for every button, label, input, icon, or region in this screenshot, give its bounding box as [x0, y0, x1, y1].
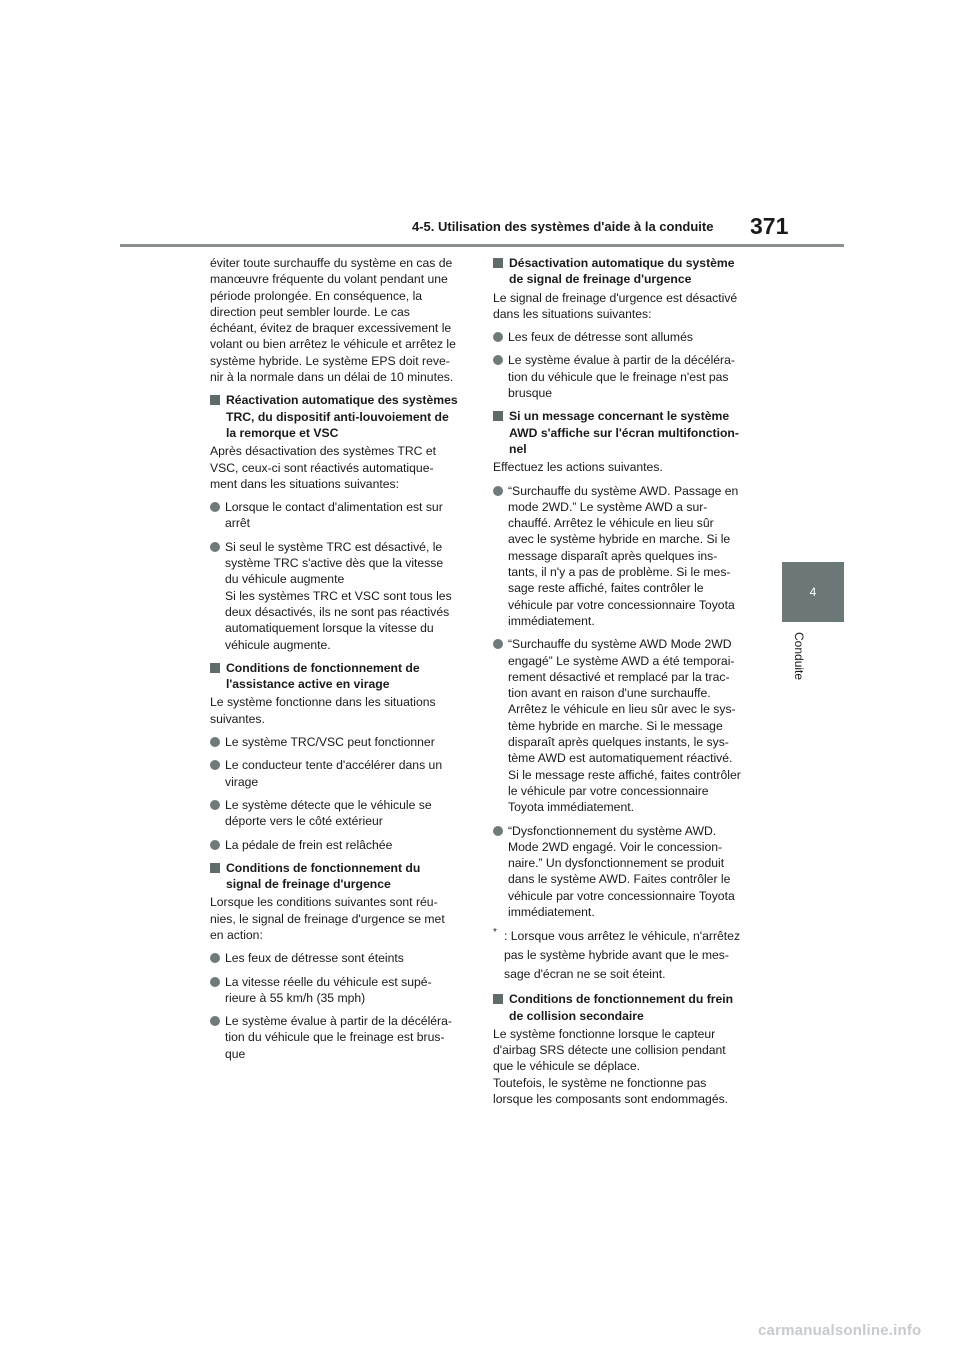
- square-bullet-icon: [493, 411, 503, 421]
- list-item: La vitesse réelle du véhicule est supé- rieure à 55 km/h (35 mph): [210, 974, 472, 1007]
- circle-bullet-icon: [493, 639, 503, 649]
- watermark: carmanualsonline.info: [758, 1322, 922, 1339]
- list-item: Le système TRC/VSC peut fonctionner: [210, 734, 472, 750]
- circle-bullet-icon: [210, 840, 220, 850]
- circle-bullet-icon: [210, 977, 220, 987]
- list-item: Le conducteur tente d'accélérer dans un virage: [210, 757, 472, 790]
- intro-paragraph: éviter toute surchauffe du système en cas de manœuvre fréquente du volant pendant une période prolongée. En conséquence, la direction peut sembler lourde. Le cas échéant, évitez de braquer excessivement le volant ou bien arrêtez le véhicule et arrêtez le système hybride. Le système EPS doit reve- nir à la normale dans un délai de 10 minutes.: [210, 256, 456, 385]
- right-column: [493, 255, 755, 1114]
- list-item: Le système évalue à partir de la décéléra- tion du véhicule que le freinage est brus- que: [210, 1013, 472, 1062]
- footnote: * : Lorsque vous arrêtez le véhicule, n'arrêtez pas le système hybride avant que le mes- sage d'écran ne se soit éteint.: [493, 927, 755, 984]
- list-item: La pédale de frein est relâchée: [210, 837, 472, 853]
- list-item: “Surchauffe du système AWD. Passage en mode 2WD.” Le système AWD a sur- chauffé. Arrêtez le véhicule en lieu sûr avec le système hybride en marche. Si le message disparaît après quelques ins- tants, il n'y a pas de problème. Si le mes- sage reste affiché, faites contrôler le véhicule par votre concessionnaire Toyota immédiatement.: [493, 483, 755, 630]
- section-heading: Réactivation automatique des systèmes TRC, du dispositif anti-louvoiement de la remorque et VSC: [210, 392, 472, 441]
- section-heading: Conditions de fonctionnement du signal de freinage d'urgence: [210, 860, 472, 893]
- section-text: Effectuez les actions suivantes.: [493, 460, 663, 475]
- list-item: Lorsque le contact d'alimentation est sur arrêt: [210, 499, 472, 532]
- circle-bullet-icon: [210, 502, 220, 512]
- section-heading: Conditions de fonctionnement de l'assistance active en virage: [210, 660, 472, 693]
- square-bullet-icon: [210, 663, 220, 673]
- square-bullet-icon: [210, 863, 220, 873]
- page-number: 371: [750, 213, 789, 239]
- section-heading: Désactivation automatique du système de signal de freinage d'urgence: [493, 255, 755, 288]
- header-rule: [120, 244, 844, 247]
- list-item: Les feux de détresse sont éteints: [210, 950, 472, 966]
- list-item: Si seul le système TRC est désactivé, le système TRC s'active dès que la vitesse du véhicule augmente Si les systèmes TRC et VSC sont tous les deux désactivés, ils ne sont pas réactivés automatiquement lorsque la vitesse du véhicule augmente.: [210, 539, 472, 653]
- circle-bullet-icon: [493, 355, 503, 365]
- section-text: Le signal de freinage d'urgence est désactivé dans les situations suivantes:: [493, 290, 738, 321]
- circle-bullet-icon: [210, 800, 220, 810]
- circle-bullet-icon: [493, 826, 503, 836]
- footnote-mark: *: [493, 927, 497, 939]
- chapter-label: Conduite: [792, 632, 806, 681]
- section-heading: Conditions de fonctionnement du frein de collision secondaire: [493, 991, 755, 1024]
- list-item: Le système évalue à partir de la décéléra- tion du véhicule que le freinage n'est pas brusque: [493, 352, 755, 401]
- square-bullet-icon: [493, 258, 503, 268]
- section-text: Le système fonctionne dans les situations suivantes.: [210, 695, 436, 726]
- section-text: Lorsque les conditions suivantes sont réu- nies, le signal de freinage d'urgence se met en action:: [210, 895, 445, 942]
- section-heading: Si un message concernant le système AWD s'affiche sur l'écran multifonction- nel: [493, 408, 755, 457]
- circle-bullet-icon: [210, 737, 220, 747]
- list-item: Les feux de détresse sont allumés: [493, 329, 755, 345]
- square-bullet-icon: [210, 395, 220, 405]
- chapter-tab[interactable]: 4: [782, 562, 844, 622]
- left-column: [210, 255, 472, 1069]
- section-text: Après désactivation des systèmes TRC et VSC, ceux-ci sont réactivés automatique- ment dans les situations suivantes:: [210, 444, 437, 491]
- circle-bullet-icon: [210, 953, 220, 963]
- list-item: “Dysfonctionnement du système AWD. Mode 2WD engagé. Voir le concession- naire.” Un dysfonctionnement se produit dans le système AWD. Faites contrôler le véhicule par votre concessionnaire Toyota immédiatement.: [493, 823, 755, 921]
- square-bullet-icon: [493, 994, 503, 1004]
- section-title: 4-5. Utilisation des systèmes d'aide à la conduite: [412, 219, 714, 234]
- circle-bullet-icon: [493, 332, 503, 342]
- circle-bullet-icon: [210, 1016, 220, 1026]
- section-text: Le système fonctionne lorsque le capteur d'airbag SRS détecte une collision pendant que le véhicule se déplace. Toutefois, le système ne fonctionne pas lorsque les composants sont endommagés.: [493, 1026, 729, 1107]
- circle-bullet-icon: [210, 760, 220, 770]
- list-item: “Surchauffe du système AWD Mode 2WD engagé” Le système AWD a été temporai- rement désactivé et remplacé par la trac- tion avant en raison d'une surchauffe. Arrêtez le véhicule en lieu sûr avec le sys- tème hybride en marche. Si le message disparaît après quelques instants, le sys- tème AWD est automatiquement réactivé. Si le message reste affiché, faites contrôler le véhicule par votre concessionnaire Toyota immédiatement.: [493, 636, 755, 815]
- list-item: Le système détecte que le véhicule se déporte vers le côté extérieur: [210, 797, 472, 830]
- circle-bullet-icon: [210, 542, 220, 552]
- circle-bullet-icon: [493, 486, 503, 496]
